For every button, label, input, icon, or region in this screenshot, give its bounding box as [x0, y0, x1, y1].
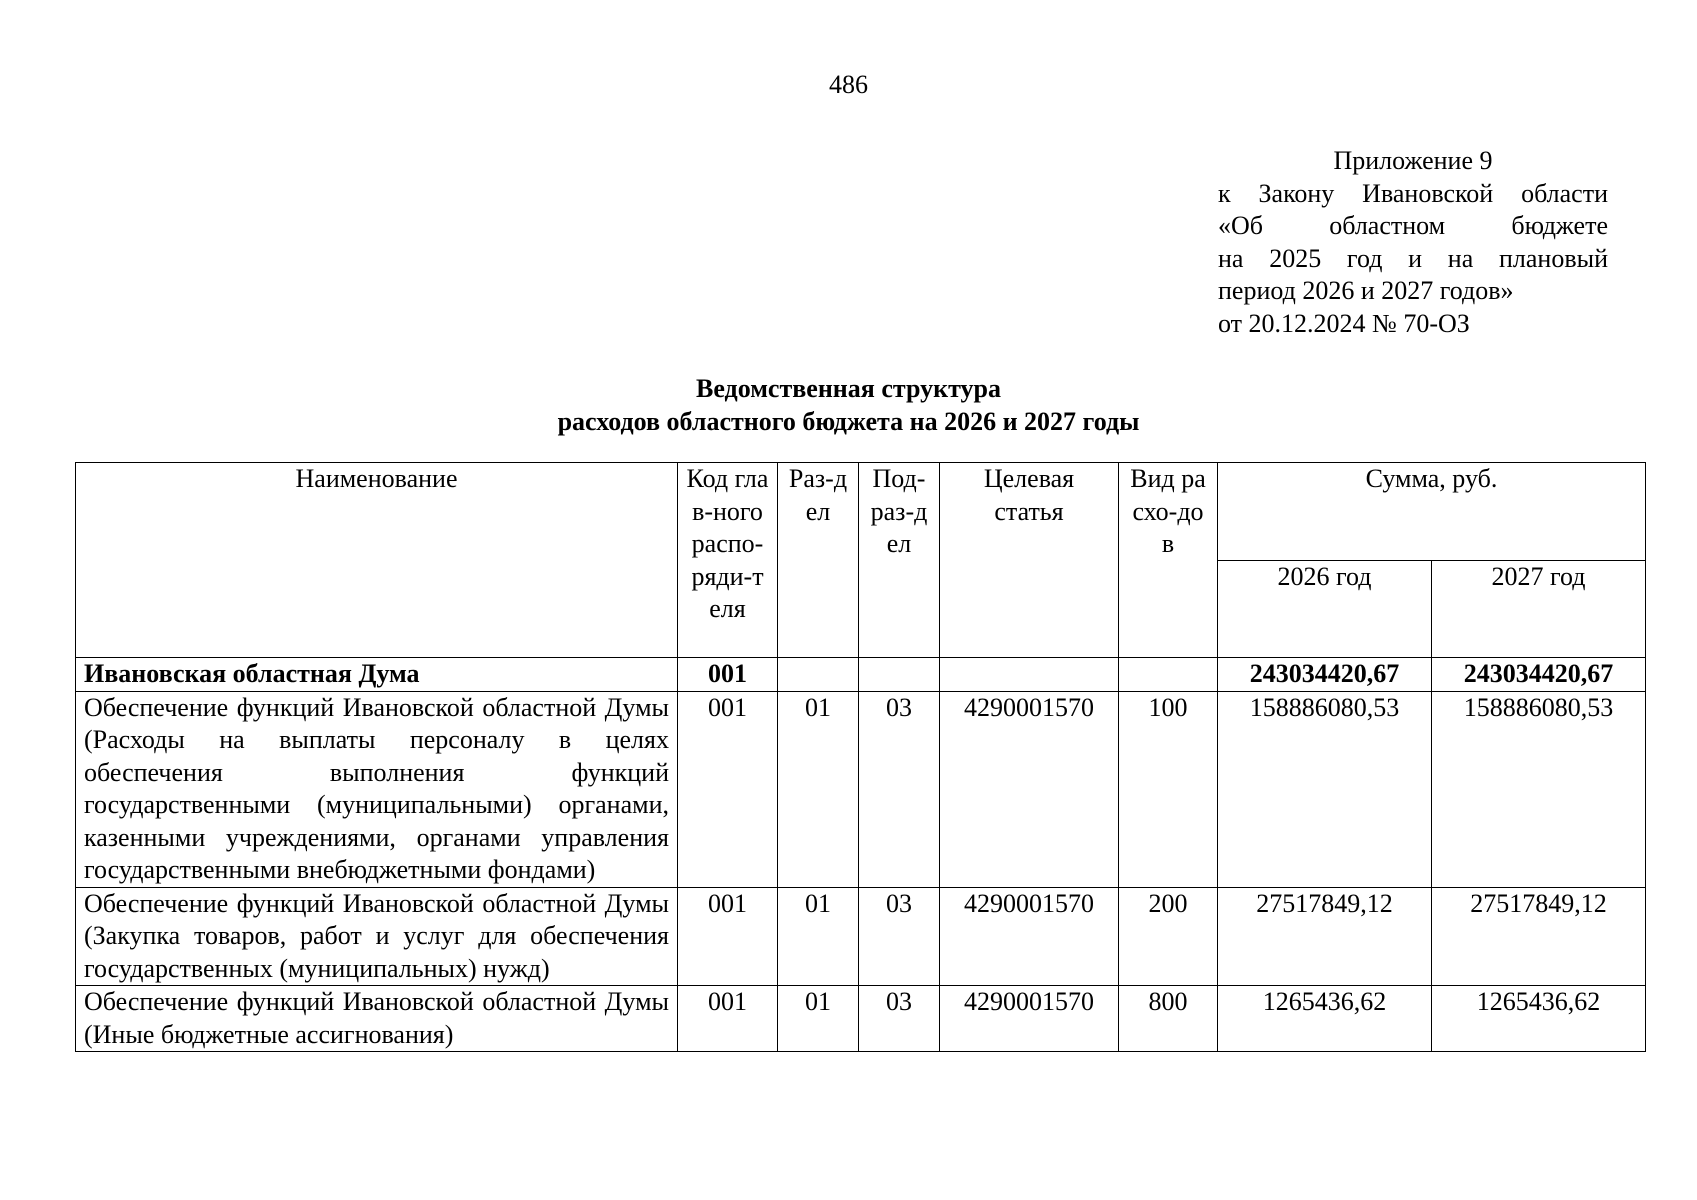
row-sum-2026: 27517849,12: [1218, 887, 1432, 986]
table-row: [76, 986, 1646, 1052]
row-sum-2027: 1265436,62: [1432, 986, 1646, 1052]
page-number: 486: [829, 70, 868, 99]
row-expense-type: 200: [1119, 887, 1218, 986]
row-target: 4290001570: [940, 986, 1119, 1052]
row-section: 01: [778, 691, 859, 887]
budget-table: [75, 462, 1646, 1052]
row-target: 4290001570: [940, 691, 1119, 887]
header-year-2026: 2026 год: [1218, 560, 1432, 658]
header-section: [778, 463, 859, 658]
row-sum-2027: 243034420,67: [1432, 658, 1646, 692]
row-sum-2026: 243034420,67: [1218, 658, 1432, 692]
row-section: [778, 658, 859, 692]
title-line-1: Ведомственная структура: [696, 374, 1001, 403]
appendix-line: «Об областном бюджете: [1218, 211, 1608, 240]
row-section: 01: [778, 887, 859, 986]
header-code: [678, 463, 778, 658]
header-target-text: Целевая статья: [983, 464, 1075, 526]
row-code: 001: [678, 658, 778, 692]
row-section: 01: [778, 986, 859, 1052]
row-sum-2027: 27517849,12: [1432, 887, 1646, 986]
header-subsection-text: Под-раз-дел: [870, 464, 928, 558]
row-name: Обеспечение функций Ивановской областной Думы (Закупка товаров, работ и услуг для обеспечения государственных (муниципальных) нужд): [76, 887, 678, 986]
row-expense-type: [1119, 658, 1218, 692]
row-name: Обеспечение функций Ивановской областной Думы (Расходы на выплаты персоналу в целях обеспечения выполнения функций государственными (муниципальными) органами, казенными учреждениями, органами управления государственными внебюджетными фондами): [76, 691, 678, 887]
header-sum: Сумма, руб.: [1218, 463, 1646, 561]
appendix-line: Приложение 9: [1333, 146, 1493, 175]
header-name: Наименование: [76, 463, 678, 658]
appendix-line: период 2026 и 2027 годов»: [1218, 276, 1514, 305]
document-title: [0, 372, 1697, 438]
row-name: Ивановская областная Дума: [76, 658, 678, 692]
row-sum-2026: 158886080,53: [1218, 691, 1432, 887]
table-row: [76, 691, 1646, 887]
row-target: [940, 658, 1119, 692]
appendix-note: [1218, 145, 1608, 340]
row-subsection: 03: [859, 986, 940, 1052]
appendix-line: к Закону Ивановской области: [1218, 178, 1608, 208]
row-subsection: [859, 658, 940, 692]
row-sum-2026: 1265436,62: [1218, 986, 1432, 1052]
row-target: 4290001570: [940, 887, 1119, 986]
row-name: Обеспечение функций Ивановской областной Думы (Иные бюджетные ассигнования): [76, 986, 678, 1052]
header-section-text: Раз-дел: [788, 464, 848, 526]
header-subsection: [859, 463, 940, 658]
row-code: 001: [678, 887, 778, 986]
row-expense-type: 800: [1119, 986, 1218, 1052]
header-expense-type: [1119, 463, 1218, 658]
header-year-2027: 2027 год: [1432, 560, 1646, 658]
row-code: 001: [678, 986, 778, 1052]
row-expense-type: 100: [1119, 691, 1218, 887]
header-expense-type-text: Вид расхо-дов: [1130, 464, 1206, 558]
table-row: [76, 887, 1646, 986]
row-sum-2027: 158886080,53: [1432, 691, 1646, 887]
table-row: [76, 658, 1646, 692]
row-subsection: 03: [859, 691, 940, 887]
header-target: [940, 463, 1119, 658]
row-code: 001: [678, 691, 778, 887]
appendix-line: от 20.12.2024 № 70-ОЗ: [1218, 308, 1470, 338]
row-subsection: 03: [859, 887, 940, 986]
header-code-text: Код глав-ного распо-ряди-теля: [686, 464, 769, 623]
title-line-2: расходов областного бюджета на 2026 и 2027 годы: [557, 407, 1140, 436]
appendix-line: на 2025 год и на плановый: [1218, 243, 1608, 273]
